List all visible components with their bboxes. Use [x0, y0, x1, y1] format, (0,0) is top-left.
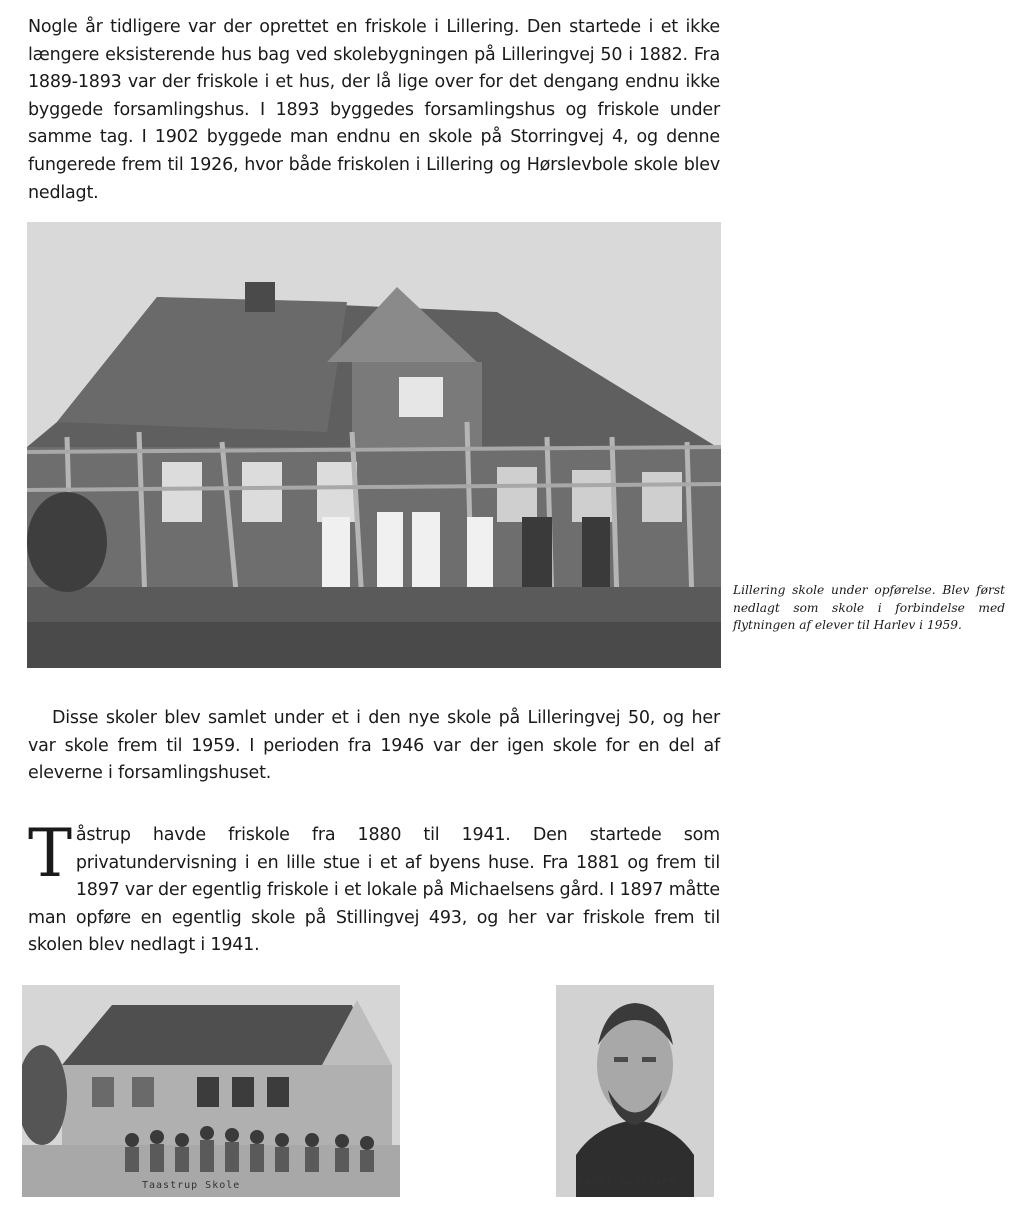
lillering-school-construction-photo [27, 222, 721, 668]
teacher-portrait-photo [556, 985, 714, 1197]
drop-cap: T [28, 815, 72, 892]
taastrup-school-label: Taastrup Skole [142, 1180, 241, 1191]
taastrup-paragraph-text: åstrup havde friskole fra 1880 til 1941. Den startede som privatundervisning i en lille stue i et af byens huse. Fra 1881 og frem til 1897 var der egentlig friskole i et lokale på Michaelsens gård. I 1897 måtte man opføre en egentlig skole på Stillingvej 493, og her var friskole frem til skolen blev nedlagt i 1941. [28, 825, 720, 956]
main-photo-caption: Lillering skole under opførelse. Blev først nedlagt som skole i forbindelse med flytningen af elever til Harlev i 1959. [733, 583, 1005, 633]
second-paragraph: Disse skoler blev samlet under et i den nye skole på Lilleringvej 50, og her var skole frem til 1959. I perioden fra 1946 var der igen skole for en del af eleverne i forsamlingshuset. [28, 708, 720, 784]
taastrup-school-photo [22, 985, 400, 1197]
taastrup-paragraph [28, 815, 720, 960]
intro-paragraph: Nogle år tidligere var der oprettet en friskole i Lillering. Den startede i et ikke længere eksisterende hus bag ved skolebygningen på Lilleringvej 50 i 1882. Fra 1889-1893 var der friskole i et hus, der lå lige over for det dengang endnu ikke byggede forsamlingshus. I 1893 byggedes forsamlingshus og friskole under samme tag. I 1902 byggede man endnu en skole på Storringvej 4, og denne fungerede frem til 1926, hvor både friskolen i Lillering og Hørslevbole skole blev nedlagt. [28, 17, 720, 203]
teacher-portrait-label: Lærer Andersen [578, 1176, 677, 1187]
